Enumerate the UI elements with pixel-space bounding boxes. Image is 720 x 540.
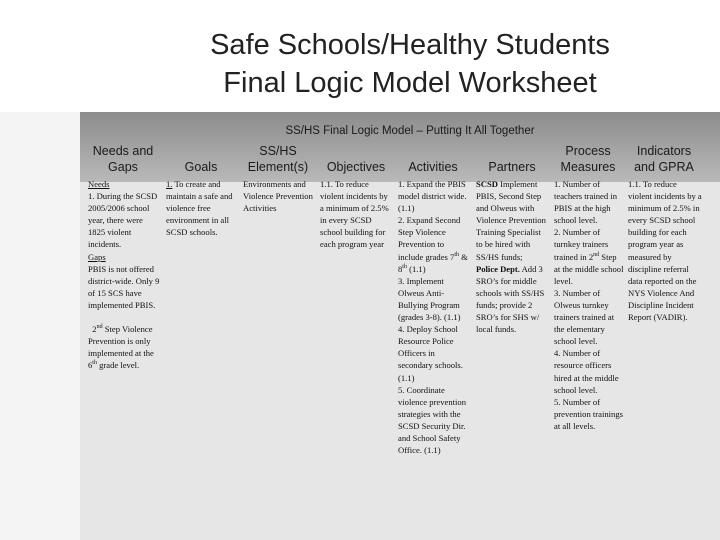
cell-goals [166,178,238,238]
indicator-1: 1.1. To reduce violent incidents by a minimum of 2.5% in every SCSD school building for each program year as measured by discipline referral data reported on the NYS Violence And Discipline Incident Report (VADIR). [628,179,702,323]
header-indicators: Indicators and GPRA [634,144,694,174]
activity-4: 4. Deploy School Resource Police Officers in secondary schools. (1.1) [398,324,463,383]
header-needs-and-gaps: Needs and Gaps [92,144,154,174]
table-banner: SS/HS Final Logic Model – Putting It All Together [285,125,535,137]
second-step-gap: 2nd Step Violence Prevention is only implemented at the 6th grade level. [88,324,154,371]
cell-activities [398,178,468,456]
objective-1: 1.1. To reduce violent incidents by a minimum of 2.5% in every SCSD school building for each program year [320,179,389,250]
gaps-label: Gaps [88,251,106,262]
left-margin-strip [0,112,80,540]
header-activities: Activities [408,160,458,174]
header-process-measures: Process Measures [560,144,616,174]
process-2: 2. Number of turnkey trainers trained in 2nd Step at the middle school level. [554,227,624,286]
partner-scsd: SCSD Implement PBIS, Second Step and Olweus with Violence Prevention Training Specialist to be hired with SS/HS funds; [476,179,546,262]
cell-elements [243,178,313,214]
header-objectives: Objectives [326,160,386,174]
slide-title [120,26,700,102]
activity-3: 3. Implement Olweus Anti-Bullying Program (grades 3-8). (1.1) [398,275,461,323]
cell-process-measures [554,178,624,432]
activity-5: 5. Coordinate violence prevention strategies with the SCSD Security Dir. and School Safety Office. (1.1) [398,384,467,456]
activity-2: 2. Expand Second Step Violence Prevention to include grades 7th & 8th (1.1) [398,215,468,274]
needs-text: 1. During the SCSD 2005/2006 school year, there were 1825 violent incidents. [88,191,158,250]
cell-indicators [628,178,702,323]
needs-label: Needs [88,179,110,189]
header-elements: SS/HS Element(s) [247,144,309,174]
elements-text: Environments and Violence Prevention Activities [243,179,313,214]
top-accent [0,0,720,6]
cell-needs-and-gaps [88,178,160,371]
cell-partners [476,178,548,335]
header-goals: Goals [184,160,218,174]
process-4: 4. Number of resource officers hired at the middle school level. [554,348,619,395]
header-partners: Partners [488,160,536,174]
gaps-text: PBIS is not offered district-wide. Only 9 of 15 SCS have implemented PBIS. [88,263,160,310]
activity-1: 1. Expand the PBIS model district wide. (1.1) [398,179,467,214]
process-5: 5. Number of prevention trainings at all levels. [554,396,623,431]
process-1: 1. Number of teachers trained in PBIS at the high school level. [554,179,617,226]
title-line-1: Safe Schools/Healthy Students [210,29,610,61]
cell-objectives [320,178,392,251]
goal-1: 1. To create and maintain a safe and violence free environment in all SCSD schools. [166,179,233,238]
title-line-2: Final Logic Model Worksheet [223,67,597,99]
process-3: 3. Number of Olweus turnkey trainers trained at the elementary school level. [554,287,615,347]
partner-police: Police Dept. Add 3 SRO’s for middle schools with SS/HS funds; provide 2 SRO’s for SHS w/ local funds. [476,263,545,335]
